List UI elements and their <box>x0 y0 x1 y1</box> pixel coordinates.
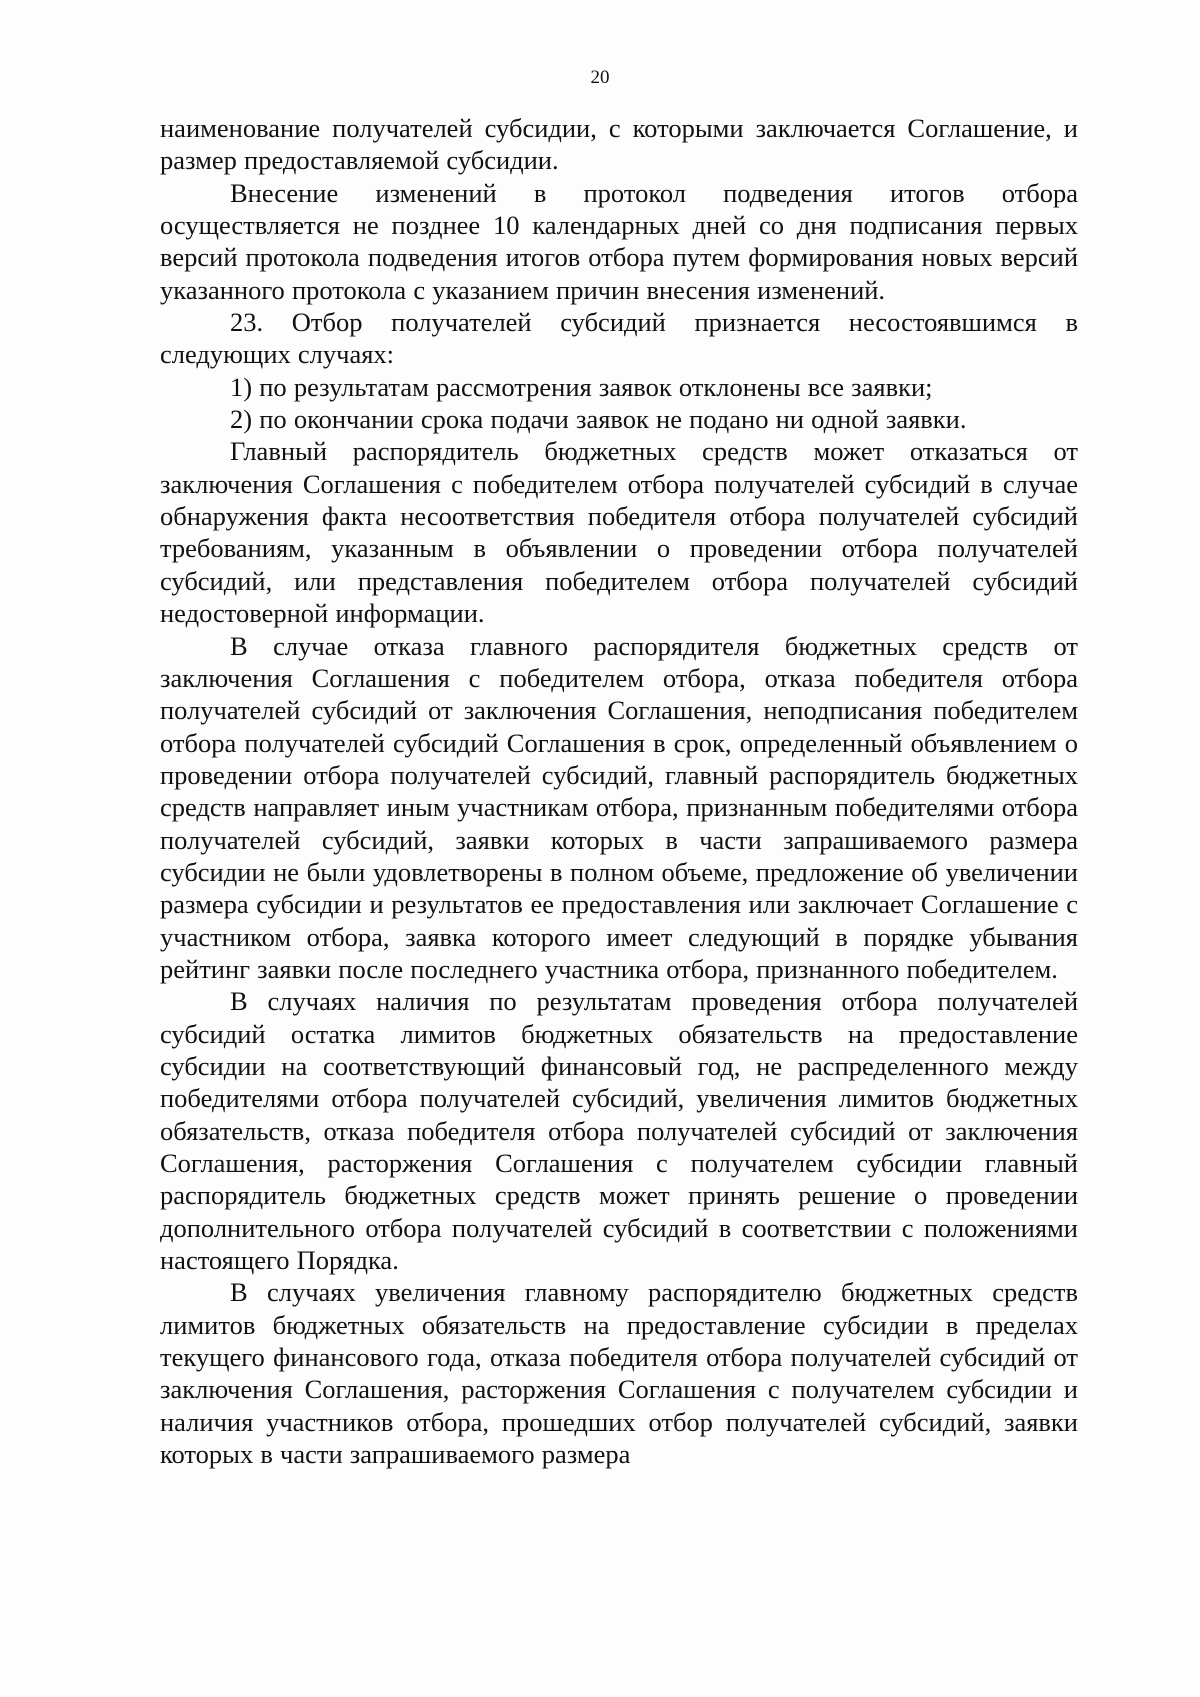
paragraph-4: 1) по результатам рассмотрения заявок отклонены все заявки; <box>230 371 933 402</box>
page-number: 20 <box>590 67 610 88</box>
document-body <box>160 112 1078 1470</box>
paragraph-8: В случаях наличия по результатам проведения отбора получателей субсидий остатка лимитов бюджетных обязательств на предоставление субсидии на соответствующий финансовый год, не распределенного между победителями отбора получателей субсидий, увеличения лимитов бюджетных обязательств, отказа победителя отбора получателей субсидий от заключения Соглашения, расторжения Соглашения с получателем субсидии главный распорядитель бюджетных средств может принять решение о проведении дополнительного отбора получателей субсидий в соответствии с положениями настоящего Порядка. <box>160 986 1078 1276</box>
paragraph-1: наименование получателей субсидии, с которыми заключается Соглашение, и размер предоставляемой субсидии. <box>160 113 1078 176</box>
paragraph-3: 23. Отбор получателей субсидий признается несостоявшимся в следующих случаях: <box>160 307 1078 370</box>
paragraph-2: Внесение изменений в протокол подведения итогов отбора осуществляется не позднее 10 календарных дней со дня подписания первых версий протокола подведения итогов отбора путем формирования новых версий указанного протокола с указанием причин внесения изменений. <box>160 177 1078 305</box>
paragraph-7: В случае отказа главного распорядителя бюджетных средств от заключения Соглашения с победителем отбора, отказа победителя отбора получателей субсидий от заключения Соглашения, неподписания победителем отбора получателей субсидий Соглашения в срок, определенный объявлением о проведении отбора получателей субсидий, главный распорядитель бюджетных средств направляет иным участникам отбора, признанным победителями отбора получателей субсидий, заявки которых в части запрашиваемого размера субсидии не были удовлетворены в полном объеме, предложение об увеличении размера субсидии и результатов ее предоставления или заключает Соглашение с участником отбора, заявка которого имеет следующий в порядке убывания рейтинг заявки после последнего участника отбора, признанного победителем. <box>160 630 1078 984</box>
paragraph-9: В случаях увеличения главному распорядителю бюджетных средств лимитов бюджетных обязательств на предоставление субсидии в пределах текущего финансового года, отказа победителя отбора получателей субсидий от заключения Соглашения, расторжения Соглашения с получателем субсидии и наличия участников отбора, прошедших отбор получателей субсидий, заявки которых в части запрашиваемого размера <box>160 1277 1078 1470</box>
paragraph-5: 2) по окончании срока подачи заявок не подано ни одной заявки. <box>230 404 967 435</box>
paragraph-6: Главный распорядитель бюджетных средств может отказаться от заключения Соглашения с победителем отбора получателей субсидий в случае обнаружения факта несоответствия победителя отбора получателей субсидий требованиям, указанным в объявлении о проведении отбора получателей субсидий, или представления победителем отбора получателей субсидий недостоверной информации. <box>160 436 1078 629</box>
